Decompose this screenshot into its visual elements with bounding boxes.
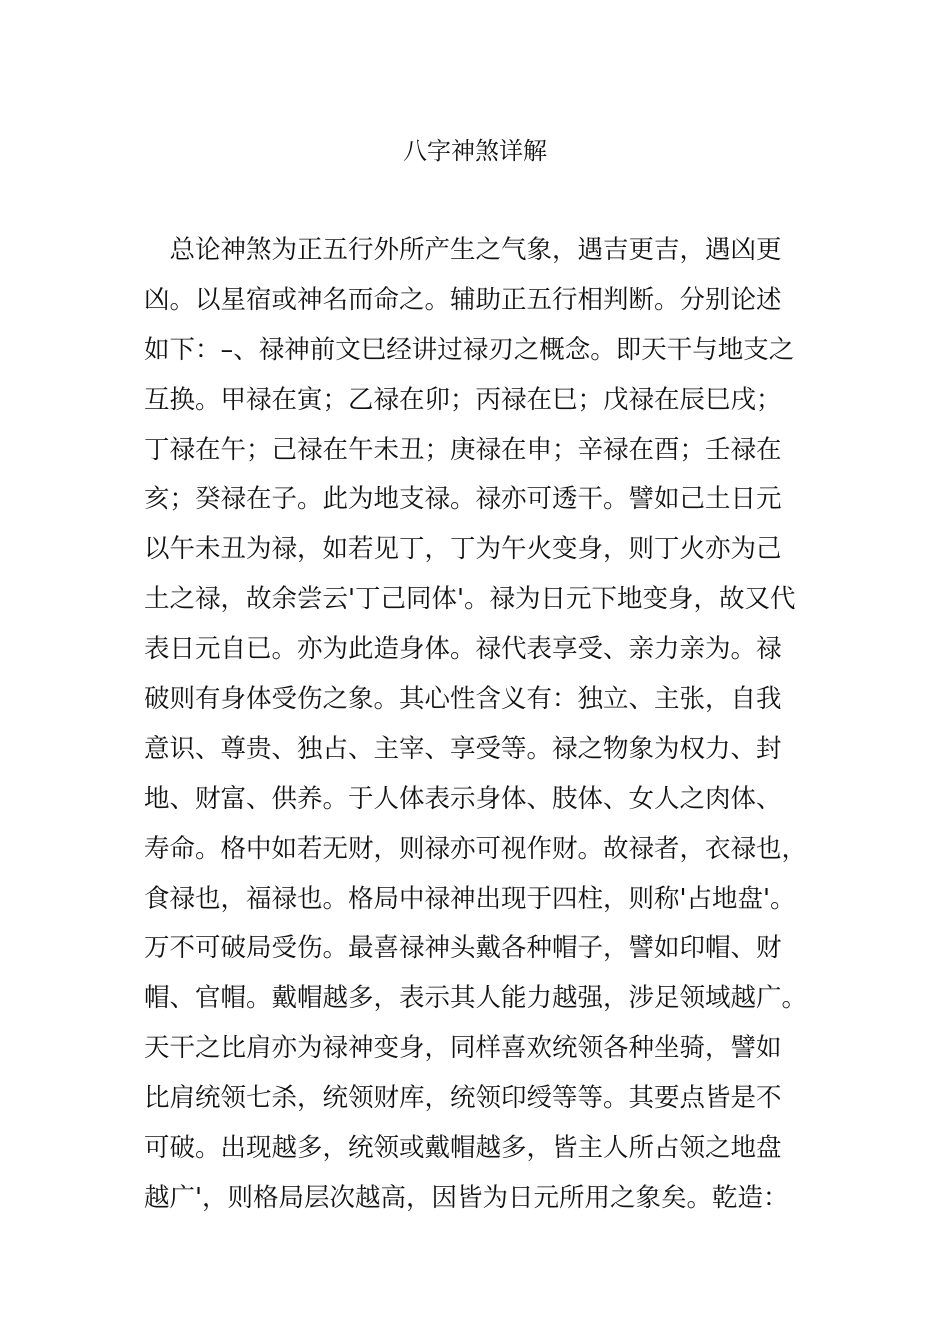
body-line: 意识、尊贵、独占、主宰、享受等。禄之物象为权力、封 — [144, 733, 782, 764]
document-body — [144, 226, 810, 1224]
body-line: 互换。甲禄在寅；乙禄在卯；丙禄在巳；戊禄在辰巳戌； — [144, 384, 782, 415]
body-line: 帽、官帽。戴帽越多，表示其人能力越强，涉足领域越广。 — [144, 983, 808, 1014]
body-line: 凶。以星宿或神名而命之。辅助正五行相判断。分别论述 — [144, 284, 782, 315]
body-line: 万不可破局受伤。最喜禄神头戴各种帽子，譬如印帽、财 — [144, 933, 782, 964]
body-line: 破则有身体受伤之象。其心性含义有：独立、主张，自我 — [144, 684, 782, 715]
body-line: 总论神煞为正五行外所产生之气象，遇吉更吉，遇凶更 — [144, 235, 782, 265]
body-line: 比肩统领七杀，统领财库，统领印绶等等。其要点皆是不 — [144, 1083, 782, 1114]
body-line: 表日元自已。亦为此造身体。禄代表享受、亲力亲为。禄 — [144, 634, 782, 665]
body-line: 寿命。格中如若无财，则禄亦可视作财。故禄者，衣禄也， — [144, 833, 808, 864]
body-line: 食禄也，福禄也。格局中禄神出现于四柱，则称'占地盘'。 — [144, 883, 796, 914]
body-line: 越广'，则格局层次越高，因皆为日元所用之象矣。乾造： — [144, 1182, 789, 1213]
body-line: 以午未丑为禄，如若见丁，丁为午火变身，则丁火亦为己 — [144, 534, 782, 565]
body-line: 丁禄在午；己禄在午未丑；庚禄在申；辛禄在酉；壬禄在 — [144, 434, 782, 465]
body-line: 可破。出现越多，统领或戴帽越多，皆主人所占领之地盘 — [144, 1133, 782, 1164]
body-line: 地、财富、供养。于人体表示身体、肢体、女人之肉体、 — [144, 783, 782, 814]
body-line: 如下：–、禄神前文巳经讲过禄刃之概念。即天干与地支之 — [144, 334, 795, 365]
body-line: 天干之比肩亦为禄神变身，同样喜欢统领各种坐骑，譬如 — [144, 1033, 782, 1064]
document-title: 八字神煞详解 — [403, 137, 547, 165]
body-line: 亥；癸禄在子。此为地支禄。禄亦可透干。譬如己土日元 — [144, 484, 782, 515]
body-line: 土之禄，故余尝云'丁己同体'。禄为日元下地变身，故又代 — [144, 584, 796, 615]
